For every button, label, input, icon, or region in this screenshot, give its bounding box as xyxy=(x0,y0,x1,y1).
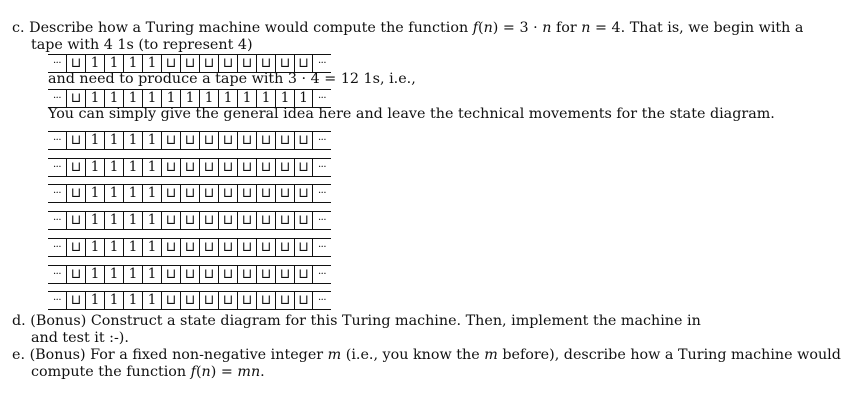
tape-cell-blank: ⊔ xyxy=(218,55,237,72)
tape-cell-blank: ⊔ xyxy=(256,55,275,72)
tape-right-ellipsis: ··· xyxy=(317,242,327,253)
tape-cell-blank: ⊔ xyxy=(66,132,85,149)
tape-cell-one: 1 xyxy=(256,90,275,107)
tape-cell-one: 1 xyxy=(104,292,123,309)
tape-cell-one: 1 xyxy=(142,185,161,202)
tape-cell-blank: ⊔ xyxy=(294,185,313,202)
tape-cell-one: 1 xyxy=(123,212,142,229)
tape-cell-blank: ⊔ xyxy=(218,159,237,176)
tape-work-1 xyxy=(48,131,331,150)
tape-right-ellipsis: ··· xyxy=(317,58,327,69)
tape-cell-blank: ⊔ xyxy=(199,212,218,229)
tape-cell-blank: ⊔ xyxy=(275,292,294,309)
tape-cell-blank: ⊔ xyxy=(275,132,294,149)
tape-cell-one: 1 xyxy=(85,55,104,72)
tape-cell-blank: ⊔ xyxy=(218,212,237,229)
tape-cell-one: 1 xyxy=(142,212,161,229)
tape-cell-blank: ⊔ xyxy=(66,212,85,229)
part-d-line-2: and test it :-). xyxy=(31,330,129,346)
part-c-line-3: and need to produce a tape with 3 · 4 = 12 1s, i.e., xyxy=(48,71,416,87)
tape-cell-one: 1 xyxy=(123,90,142,107)
tape-cell-blank: ⊔ xyxy=(275,185,294,202)
tape-cell-blank: ⊔ xyxy=(66,159,85,176)
tape-cell-one: 1 xyxy=(294,90,313,107)
tape-cell-blank: ⊔ xyxy=(256,185,275,202)
tape-cell-blank: ⊔ xyxy=(199,239,218,256)
tape-cell-one: 1 xyxy=(142,159,161,176)
tape-cell-one: 1 xyxy=(123,55,142,72)
tape-cell-one: 1 xyxy=(123,239,142,256)
tape-cell-blank: ⊔ xyxy=(275,159,294,176)
tape-cell-one: 1 xyxy=(142,239,161,256)
tape-cell-one: 1 xyxy=(237,90,256,107)
tape-cell-blank: ⊔ xyxy=(161,55,180,72)
tape-cell-blank: ⊔ xyxy=(275,239,294,256)
tape-left-ellipsis: ··· xyxy=(52,242,62,253)
tape-cell-one: 1 xyxy=(142,132,161,149)
tape-cell-one: 1 xyxy=(104,212,123,229)
tape-cell-blank: ⊔ xyxy=(180,212,199,229)
tape-cell-blank: ⊔ xyxy=(294,159,313,176)
tape-cell-blank: ⊔ xyxy=(161,132,180,149)
tape-cell-blank: ⊔ xyxy=(66,185,85,202)
tape-cell-one: 1 xyxy=(123,185,142,202)
tape-work-7 xyxy=(48,291,331,310)
tape-right-ellipsis: ··· xyxy=(317,269,327,280)
part-c-line-2: tape with 4 1s (to represent 4) xyxy=(31,37,253,53)
tape-cell-one: 1 xyxy=(142,266,161,283)
tape-cell-blank: ⊔ xyxy=(66,266,85,283)
tape-cell-blank: ⊔ xyxy=(237,266,256,283)
tape-cell-one: 1 xyxy=(85,266,104,283)
tape-cell-blank: ⊔ xyxy=(66,55,85,72)
tape-cell-blank: ⊔ xyxy=(256,212,275,229)
tape-cell-one: 1 xyxy=(85,185,104,202)
tape-cell-blank: ⊔ xyxy=(218,292,237,309)
tape-right-ellipsis: ··· xyxy=(317,162,327,173)
part-d-marker: d. xyxy=(12,313,26,329)
tape-cell-one: 1 xyxy=(85,90,104,107)
tape-cell-blank: ⊔ xyxy=(275,55,294,72)
part-c-line-1: c. Describe how a Turing machine would compute the function f(n) = 3 · n for n = 4. That is, we begin with a xyxy=(12,20,804,36)
tape-cell-blank: ⊔ xyxy=(199,159,218,176)
tape-cell-one: 1 xyxy=(85,239,104,256)
tape-cell-blank: ⊔ xyxy=(161,239,180,256)
tape-cell-blank: ⊔ xyxy=(218,266,237,283)
tape-cell-blank: ⊔ xyxy=(161,159,180,176)
tape-cell-blank: ⊔ xyxy=(294,239,313,256)
tape-cell-blank: ⊔ xyxy=(161,212,180,229)
tape-cell-blank: ⊔ xyxy=(256,159,275,176)
tape-cell-blank: ⊔ xyxy=(199,185,218,202)
tape-cell-one: 1 xyxy=(180,90,199,107)
tape-cell-one: 1 xyxy=(142,292,161,309)
tape-left-ellipsis: ··· xyxy=(52,162,62,173)
tape-cell-one: 1 xyxy=(142,55,161,72)
tape-work-6 xyxy=(48,265,331,284)
tape-cell-one: 1 xyxy=(104,90,123,107)
tape-cell-blank: ⊔ xyxy=(237,292,256,309)
tape-cell-blank: ⊔ xyxy=(275,266,294,283)
tape-right-ellipsis: ··· xyxy=(317,188,327,199)
tape-cell-one: 1 xyxy=(161,90,180,107)
tape-left-ellipsis: ··· xyxy=(52,269,62,280)
tape-cell-one: 1 xyxy=(123,132,142,149)
tape-cell-blank: ⊔ xyxy=(180,185,199,202)
tape-cell-one: 1 xyxy=(85,212,104,229)
tape-cell-blank: ⊔ xyxy=(218,132,237,149)
tape-right-ellipsis: ··· xyxy=(317,93,327,104)
tape-cell-blank: ⊔ xyxy=(180,266,199,283)
tape-cell-blank: ⊔ xyxy=(199,266,218,283)
tape-cell-blank: ⊔ xyxy=(294,132,313,149)
tape-cell-blank: ⊔ xyxy=(180,159,199,176)
part-e-line-1: e. (Bonus) For a fixed non-negative integer m (i.e., you know the m before), describe how a Turing machine would xyxy=(12,347,841,363)
tape-left-ellipsis: ··· xyxy=(52,295,62,306)
tape-cell-blank: ⊔ xyxy=(275,212,294,229)
tape-cell-one: 1 xyxy=(104,132,123,149)
part-c-marker: c. xyxy=(12,20,25,36)
tape-cell-blank: ⊔ xyxy=(199,292,218,309)
tape-cell-blank: ⊔ xyxy=(294,292,313,309)
tape-cell-one: 1 xyxy=(104,55,123,72)
tape-cell-one: 1 xyxy=(85,132,104,149)
tape-left-ellipsis: ··· xyxy=(52,188,62,199)
tape-cell-blank: ⊔ xyxy=(180,55,199,72)
tape-cell-blank: ⊔ xyxy=(237,159,256,176)
tape-cell-one: 1 xyxy=(104,239,123,256)
tape-work-4 xyxy=(48,211,331,230)
tape-cell-blank: ⊔ xyxy=(199,55,218,72)
tape-cell-one: 1 xyxy=(104,266,123,283)
tape-left-ellipsis: ··· xyxy=(52,215,62,226)
tape-cell-blank: ⊔ xyxy=(218,185,237,202)
tape-left-ellipsis: ··· xyxy=(52,93,62,104)
tape-cell-one: 1 xyxy=(123,159,142,176)
part-c-line-4: You can simply give the general idea here and leave the technical movements for the state diagram. xyxy=(48,106,775,122)
tape-cell-blank: ⊔ xyxy=(294,266,313,283)
tape-cell-blank: ⊔ xyxy=(256,266,275,283)
tape-cell-blank: ⊔ xyxy=(161,185,180,202)
tape-cell-blank: ⊔ xyxy=(218,239,237,256)
part-d-line-1: d. (Bonus) Construct a state diagram for this Turing machine. Then, implement the machine in xyxy=(12,313,701,329)
tape-cell-blank: ⊔ xyxy=(237,55,256,72)
tape-cell-one: 1 xyxy=(85,159,104,176)
part-e-marker: e. xyxy=(12,347,26,363)
tape-right-ellipsis: ··· xyxy=(317,215,327,226)
tape-cell-blank: ⊔ xyxy=(161,292,180,309)
tape-work-5 xyxy=(48,238,331,257)
tape-left-ellipsis: ··· xyxy=(52,58,62,69)
tape-cell-one: 1 xyxy=(275,90,294,107)
tape-cell-one: 1 xyxy=(218,90,237,107)
tape-cell-one: 1 xyxy=(199,90,218,107)
tape-cell-one: 1 xyxy=(123,266,142,283)
tape-cell-blank: ⊔ xyxy=(237,239,256,256)
tape-cell-blank: ⊔ xyxy=(66,239,85,256)
tape-cell-one: 1 xyxy=(123,292,142,309)
tape-cell-blank: ⊔ xyxy=(180,239,199,256)
tape-cell-one: 1 xyxy=(104,185,123,202)
tape-cell-blank: ⊔ xyxy=(66,90,85,107)
tape-cell-blank: ⊔ xyxy=(237,185,256,202)
tape-cell-blank: ⊔ xyxy=(237,212,256,229)
tape-cell-one: 1 xyxy=(142,90,161,107)
tape-work-3 xyxy=(48,184,331,203)
tape-cell-blank: ⊔ xyxy=(294,55,313,72)
part-e-line-2: compute the function f(n) = mn. xyxy=(31,364,265,380)
tape-cell-blank: ⊔ xyxy=(237,132,256,149)
tape-cell-one: 1 xyxy=(104,159,123,176)
tape-right-ellipsis: ··· xyxy=(317,295,327,306)
tape-work-2 xyxy=(48,158,331,177)
tape-cell-blank: ⊔ xyxy=(66,292,85,309)
tape-cell-blank: ⊔ xyxy=(256,292,275,309)
tape-cell-blank: ⊔ xyxy=(199,132,218,149)
tape-cell-blank: ⊔ xyxy=(256,132,275,149)
tape-cell-blank: ⊔ xyxy=(294,212,313,229)
tape-cell-blank: ⊔ xyxy=(256,239,275,256)
tape-right-ellipsis: ··· xyxy=(317,135,327,146)
tape-cell-blank: ⊔ xyxy=(161,266,180,283)
tape-cell-blank: ⊔ xyxy=(180,292,199,309)
tape-cell-one: 1 xyxy=(85,292,104,309)
tape-cell-blank: ⊔ xyxy=(180,132,199,149)
tape-left-ellipsis: ··· xyxy=(52,135,62,146)
